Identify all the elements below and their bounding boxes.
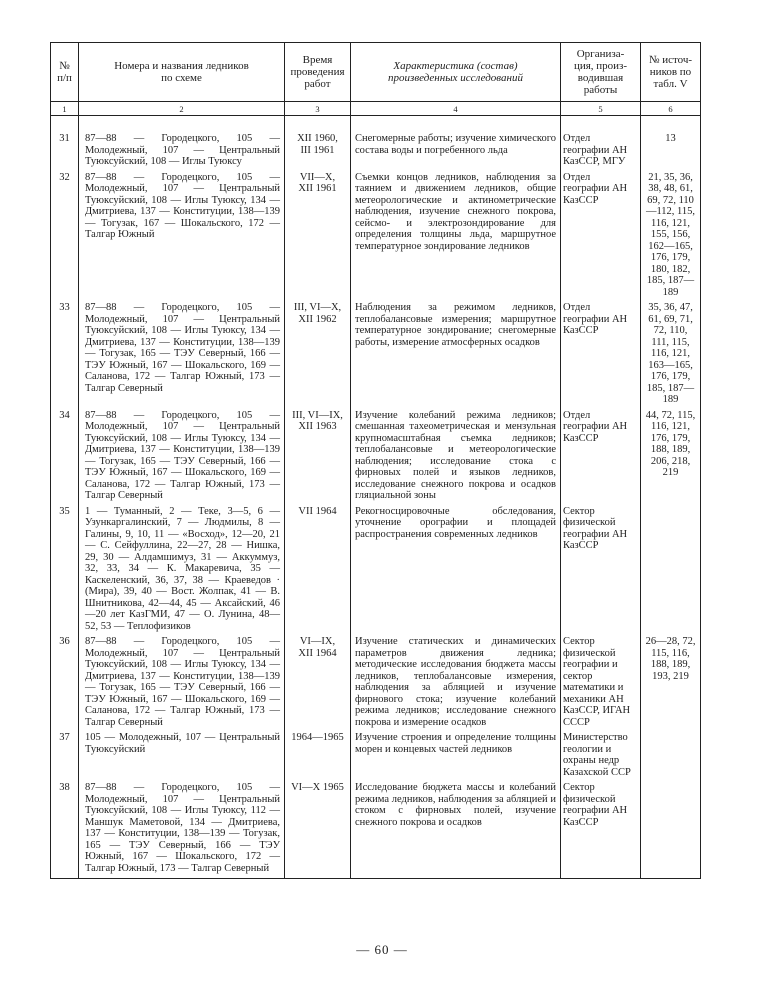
glacier-names: 87—88 — Городецкого, 105 — Молодежный, 107 — Центральный Туюксуйский, 108 — Иглы Туюксу, 134 — Дмитриева, 137 — Конституции, 138—139 — Тогузак, 167 — Шокальского, 172 — Талгар Южный	[79, 172, 285, 303]
column-number: 1	[51, 102, 79, 116]
glacier-names: 87—88 — Городецкого, 105 — Молодежный, 107 — Центральный Туюксуйский, 108 — Иглы Туюксу, 112 — Маншук Маметовой, 134 — Дмитриева, 137 — Конституции, 138—139 — Тогузак, 165 — ТЭУ Северный, 166 — ТЭУ Южный, 167 — Шокальского, 172 — Талгар Южный, 173 — Талгар Северный	[79, 782, 285, 879]
work-period: VII 1964	[285, 506, 351, 637]
row-number: 35	[51, 506, 79, 637]
organization: Отдел географии АН КазССР	[561, 172, 641, 303]
table-row	[51, 410, 701, 506]
source-numbers	[641, 732, 701, 782]
column-number: 6	[641, 102, 701, 116]
study-description: Исследование бюджета массы и колебаний режима ледников, наблюдения за абляцией и стоком с фирновых полей, изучение снежного покрова и осадков	[351, 782, 561, 879]
table-header-row	[51, 43, 701, 102]
organization: Отдел географии АН КазССР	[561, 302, 641, 410]
work-period: VI—IX, XII 1964	[285, 636, 351, 732]
organization: Сектор физической географии АН КазССР	[561, 506, 641, 637]
header-organization: Организа- ция, произ- водившая работы	[561, 43, 641, 102]
header-period: Время проведения работ	[285, 43, 351, 102]
source-numbers: 13	[641, 116, 701, 172]
study-description: Изучение статических и динамических параметров движения ледника; методические исследования бюджета массы ледников, теплобалансовые измерения, наблюдения за абляцией и изучение фирнового стока; изучение колебаний режима ледников; исследование снежного покрова и измерение осадков	[351, 636, 561, 732]
row-number: 38	[51, 782, 79, 879]
column-number: 4	[351, 102, 561, 116]
column-number: 2	[79, 102, 285, 116]
organization: Сектор физической географии АН КазССР	[561, 782, 641, 879]
header-glaciers: Номера и названия ледников по схеме	[79, 43, 285, 102]
organization: Отдел географии АН КазССР, МГУ	[561, 116, 641, 172]
glacier-names: 87—88 — Городецкого, 105 — Молодежный, 107 — Центральный Туюксуйский, 108 — Иглы Туюксу, 134 — Дмитриева, 137 — Конституции, 138—139 — Тогузак, 165 — ТЭУ Северный, 166 — ТЭУ Южный, 167 — Шокальского, 169 — Саланова, 172 — Талгар Южный, 173 — Талгар Северный	[79, 302, 285, 410]
source-numbers	[641, 506, 701, 637]
glacier-names: 87—88 — Городецкого, 105 — Молодежный, 107 — Центральный Туюксуйский, 108 — Иглы Туюксу, 134 — Дмитриева, 137 — Конституции, 138—139 — Тогузак, 165 — ТЭУ Северный, 166 — ТЭУ Южный, 167 — Шокальского, 169 — Саланова, 172 — Талгар Южный, 173 — Талгар Северный	[79, 636, 285, 732]
row-number: 32	[51, 172, 79, 303]
row-number: 36	[51, 636, 79, 732]
study-description: Изучение колебаний режима ледников; смешанная тахеометрическая и мензульная крупномасштабная съемка ледников; теплобалансовые и метеорологические наблюдения; исследование стока с фирновых полей и языков ледников, исследование снежного покрова и осадков гляциальной зоны	[351, 410, 561, 506]
column-number: 5	[561, 102, 641, 116]
source-numbers: 26—28, 72, 115, 116, 188, 189, 193, 219	[641, 636, 701, 732]
glacier-names: 1 — Туманный, 2 — Теке, 3—5, 6 — Узункаргалинский, 7 — Людмилы, 8 — Галины, 9, 10, 11 — «Восход», 12—20, 21 — С. Сейфуллина, 22—27, 28 — Нишка, 29, 30 — Алдамшимуз, 31 — Аккуммуз, 32, 33, 34 — К. Макаревича, 35 — Каскеленский, 36, 37, 38 — Краеведов · (Мира), 39, 40 — Вост. Жолпак, 41 — В. Шнитникова, 42—44, 45 — Аксайский, 46—20 лет КазГМИ, 47 — О. Лунина, 48—52, 53 — Теплофизиков	[79, 506, 285, 637]
work-period: VII—X, XII 1961	[285, 172, 351, 303]
organization: Сектор физической географии и сектор математики и механики АН КазССР, ИГАН СССР	[561, 636, 641, 732]
work-period: III, VI—IX, XII 1963	[285, 410, 351, 506]
organization: Отдел географии АН КазССР	[561, 410, 641, 506]
study-description: Рекогносцировочные обследования, уточнение орографии и площадей распространения современных ледников	[351, 506, 561, 637]
glacier-names: 87—88 — Городецкого, 105 — Молодежный, 107 — Центральный Туюксуйский, 108 — Иглы Туюксу	[79, 116, 285, 172]
work-period: 1964—1965	[285, 732, 351, 782]
row-number: 34	[51, 410, 79, 506]
study-description: Наблюдения за режимом ледников, теплобалансовые измерения; маршрутное температурное зондирование; снегомерные работы, измерение атмосферных осадков	[351, 302, 561, 410]
table-row	[51, 506, 701, 637]
source-numbers: 35, 36, 47, 61, 69, 71, 72, 110, 111, 115, 116, 121, 163—165, 176, 179, 185, 187—189	[641, 302, 701, 410]
study-description: Съемки концов ледников, наблюдения за таянием и движением ледников, общие метеорологические и актинометрические наблюдения, изучение снежного покрова, сейсмо- и электрозондирование для определения толщины льда, маршрутное температурное зондирование ледников	[351, 172, 561, 303]
study-description: Изучение строения и определение толщины морен и концевых частей ледников	[351, 732, 561, 782]
table-row	[51, 782, 701, 879]
header-description: Характеристика (состав) произведенных исследований	[351, 43, 561, 102]
glacier-names: 87—88 — Городецкого, 105 — Молодежный, 107 — Центральный Туюксуйский, 108 — Иглы Туюксу, 134 — Дмитриева, 137 — Конституции, 138—139 — Тогузак, 165 — ТЭУ Северный, 166 — ТЭУ Южный, 167 — Шокальского, 169 — Саланова, 172 — Талгар Южный, 173 — Талгар Северный	[79, 410, 285, 506]
table-row	[51, 302, 701, 410]
table-row	[51, 732, 701, 782]
work-period: III, VI—X, XII 1962	[285, 302, 351, 410]
organization: Министерство геологии и охраны недр Казахской ССР	[561, 732, 641, 782]
table-row	[51, 636, 701, 732]
work-period: VI—X 1965	[285, 782, 351, 879]
row-number: 37	[51, 732, 79, 782]
row-number: 33	[51, 302, 79, 410]
source-numbers: 44, 72, 115, 116, 121, 176, 179, 188, 189, 206, 218, 219	[641, 410, 701, 506]
header-number: № п/п	[51, 43, 79, 102]
row-number: 31	[51, 116, 79, 172]
work-period: XII 1960, III 1961	[285, 116, 351, 172]
studies-table	[50, 42, 701, 879]
column-number: 3	[285, 102, 351, 116]
glacier-names: 105 — Молодежный, 107 — Центральный Туюксуйский	[79, 732, 285, 782]
column-number-row	[51, 102, 701, 116]
source-numbers	[641, 782, 701, 879]
study-description: Снегомерные работы; изучение химического состава воды и погребенного льда	[351, 116, 561, 172]
page-number: — 60 —	[356, 942, 408, 957]
source-numbers: 21, 35, 36, 38, 48, 61, 69, 72, 110—112, 115, 116, 121, 155, 156, 162—165, 176, 179, 180, 182, 185, 187—189	[641, 172, 701, 303]
header-sources: № источ- ников по табл. V	[641, 43, 701, 102]
table-row	[51, 116, 701, 172]
table-row	[51, 172, 701, 303]
